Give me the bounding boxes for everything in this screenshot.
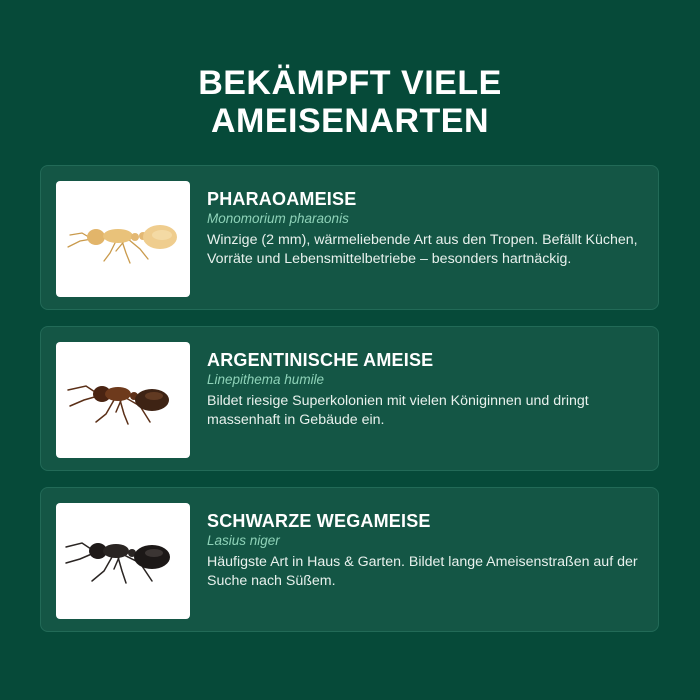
species-latin-name: Lasius niger [207, 533, 280, 548]
title-line-1: BEKÄMPFT VIELE [198, 64, 502, 102]
species-description: Häufigste Art in Haus & Garten. Bildet lange Ameisenstraßen auf der Suche nach Süßem. [207, 554, 638, 589]
species-latin-name: Monomorium pharaonis [207, 211, 349, 226]
species-name: SCHWARZE WEGAMEISE [207, 511, 431, 531]
species-card-argentinische-ameise [40, 326, 659, 471]
argentine-ant-image [56, 342, 190, 458]
species-card-pharaoameise [40, 165, 659, 310]
species-card-schwarze-wegameise [40, 487, 659, 632]
species-description: Winzige (2 mm), wärmeliebende Art aus den Tropen. Befällt Küchen, Vorräte und Lebensmittelbetriebe – besonders hartnäckig. [207, 232, 638, 267]
species-description: Bildet riesige Superkolonien mit vielen Königinnen und dringt massenhaft in Gebäude ein. [207, 393, 589, 428]
page-title [0, 64, 700, 140]
black-garden-ant-image [56, 503, 190, 619]
species-name: ARGENTINISCHE AMEISE [207, 350, 434, 370]
species-name: PHARAOAMEISE [207, 189, 357, 209]
pharaoh-ant-image [56, 181, 190, 297]
species-latin-name: Linepithema humile [207, 372, 325, 387]
title-line-2: AMEISENARTEN [210, 102, 490, 140]
